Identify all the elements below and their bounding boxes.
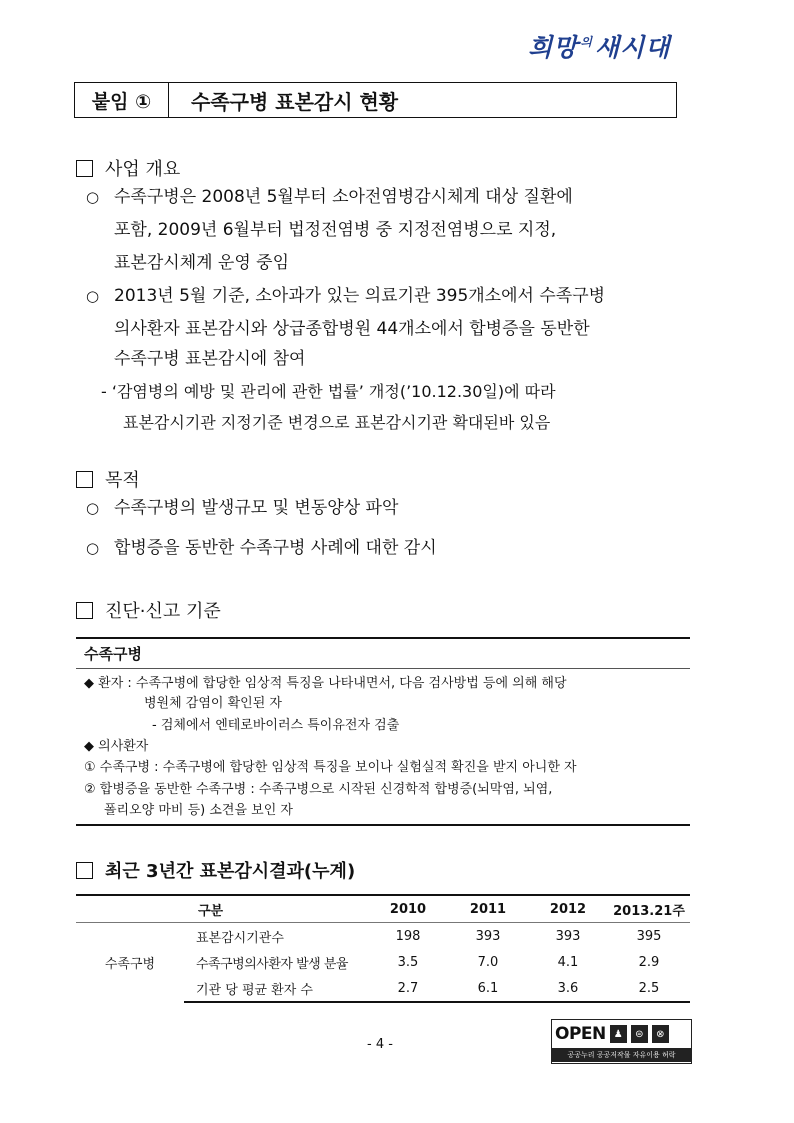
bullet-circle-icon: ○ xyxy=(86,287,100,305)
table-group-cell: 수족구병 xyxy=(104,957,156,972)
criteria-line-3: - 검체에서 엔테로바이러스 특이유전자 검출 xyxy=(152,718,400,733)
bullet-circle-icon: ○ xyxy=(86,188,100,206)
open-license-footer: 공공누리 공공저작물 자유이용 허락 xyxy=(552,1048,691,1062)
section-heading-text: 진단·신고 기준 xyxy=(105,601,221,622)
purpose-item-1: 수족구병의 발생규모 및 변동양상 파악 xyxy=(114,498,399,518)
section-heading-overview xyxy=(76,155,180,181)
table-header-cell: 2013.21주 xyxy=(608,895,690,923)
section-heading-criteria xyxy=(76,597,221,623)
table-cell: 3.5 xyxy=(397,954,419,970)
section-heading-results xyxy=(76,857,355,883)
results-table xyxy=(76,894,690,1003)
table-cell: 표본감시기관수 xyxy=(196,930,284,946)
purpose-item-2: 합병증을 동반한 수족구병 사례에 대한 감시 xyxy=(114,538,437,558)
criteria-box xyxy=(76,637,690,826)
overview-p3-line2: 표본감시기관 지정기준 변경으로 표본감시기관 확대된바 있음 xyxy=(123,413,551,432)
criteria-line-7: 폴리오양 마비 등) 소견을 보인 자 xyxy=(104,803,293,818)
table-cell: 2.7 xyxy=(368,975,448,1002)
criteria-line-6: ② 합병증을 동반한 수족구병 : 수족구병으로 시작된 신경학적 합병증(뇌막염, 뇌염, xyxy=(84,782,553,797)
table-cell: 기관 당 평균 환자 수 xyxy=(184,975,368,1002)
attachment-tag: 붙임 ① xyxy=(75,83,169,117)
logo xyxy=(528,28,693,68)
table-cell: 393 xyxy=(555,928,581,944)
logo-text-3: 새시대 xyxy=(594,33,671,62)
page-title: 수족구병 표본감시 현황 xyxy=(191,89,399,114)
criteria-line-5: ① 수족구병 : 수족구병에 합당한 임상적 특징을 보이나 실험실적 확진을 받지 아니한 자 xyxy=(84,760,577,775)
bullet-circle-icon: ○ xyxy=(86,499,100,517)
noncommercial-icon: ⊜ xyxy=(631,1025,648,1043)
checkbox-square-icon xyxy=(76,862,93,879)
table-cell: 3.6 xyxy=(528,975,608,1002)
criteria-box-title: 수족구병 xyxy=(76,639,690,669)
section-heading-text: 목적 xyxy=(105,470,140,491)
checkbox-square-icon xyxy=(76,471,93,488)
criteria-line-4: ◆ 의사환자 xyxy=(84,739,149,754)
section-heading-purpose xyxy=(76,466,140,492)
table-header-cell: 2011 xyxy=(448,895,528,923)
criteria-line-2: 병원체 감염이 확인된 자 xyxy=(144,696,282,711)
open-license-badge xyxy=(551,1019,692,1064)
bullet-circle-icon: ○ xyxy=(86,539,100,557)
overview-p1-line2: 포함, 2009년 6월부터 법정전염병 중 지정전염병으로 지정, xyxy=(114,220,557,240)
table-cell: 6.1 xyxy=(448,975,528,1002)
overview-p2-line1: 2013년 5월 기준, 소아과가 있는 의료기관 395개소에서 수족구병 xyxy=(114,286,606,306)
overview-p2-line3: 수족구병 표본감시에 참여 xyxy=(114,349,306,369)
table-cell: 7.0 xyxy=(477,954,499,970)
table-cell: 198 xyxy=(395,928,421,944)
page-number: - 4 - xyxy=(367,1037,393,1052)
checkbox-square-icon xyxy=(76,602,93,619)
table-header-cell: 구분 xyxy=(184,895,368,923)
table-header-cell xyxy=(76,895,184,923)
table-row xyxy=(76,923,690,950)
table-cell: 393 xyxy=(475,928,501,944)
table-cell: 4.1 xyxy=(557,954,579,970)
open-label: OPEN xyxy=(555,1024,606,1044)
overview-p1-line3: 표본감시체계 운영 중임 xyxy=(114,253,290,273)
table-cell: 2.9 xyxy=(638,954,660,970)
checkbox-square-icon xyxy=(76,160,93,177)
table-cell: 수족구병의사환자 발생 분율 xyxy=(196,956,348,972)
table-header-row xyxy=(76,895,690,923)
no-derivatives-icon: ⊗ xyxy=(652,1025,669,1043)
table-header-cell: 2012 xyxy=(528,895,608,923)
overview-p3-line1: - ‘감염병의 예방 및 관리에 관한 법률’ 개정(’10.12.30일)에 따라 xyxy=(101,382,556,401)
logo-text-1: 희망 xyxy=(528,33,579,62)
criteria-line-1: ◆ 환자 : 수족구병에 합당한 임상적 특징을 나타내면서, 다음 검사방법 등에 의해 해당 xyxy=(84,676,567,691)
table-cell: 395 xyxy=(636,928,662,944)
attribution-icon: ♟ xyxy=(610,1025,627,1043)
overview-p2-line2: 의사환자 표본감시와 상급종합병원 44개소에서 합병증을 동반한 xyxy=(114,319,590,339)
logo-text-2: 의 xyxy=(580,35,593,49)
section-heading-text: 최근 3년간 표본감시결과(누계) xyxy=(105,861,356,882)
section-heading-text: 사업 개요 xyxy=(105,159,181,180)
title-box xyxy=(74,82,677,118)
table-header-cell: 2010 xyxy=(368,895,448,923)
table-cell: 2.5 xyxy=(608,975,690,1002)
overview-p1-line1: 수족구병은 2008년 5월부터 소아전염병감시체계 대상 질환에 xyxy=(114,187,573,207)
